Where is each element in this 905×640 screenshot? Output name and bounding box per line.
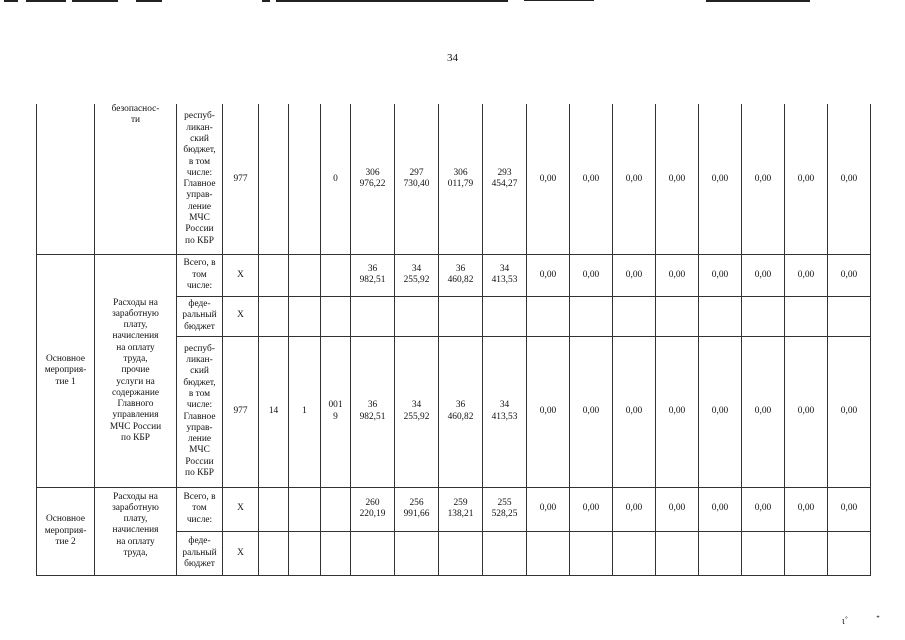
program-name-cell: Расходы на заработную плату, начисления на оплату труда, (95, 487, 177, 576)
pr-cell (289, 255, 321, 296)
amount-cell (351, 531, 395, 575)
zero-amount-cell: 0,00 (527, 336, 570, 487)
zero-amount-cell: 0,00 (613, 487, 656, 531)
zero-amount-cell (828, 531, 871, 575)
program-name-cell: безопаснос- ти (95, 104, 177, 255)
zero-amount-cell (699, 531, 742, 575)
grbs-cell: X (223, 487, 259, 531)
zero-amount-cell (527, 531, 570, 575)
zero-amount-cell (613, 531, 656, 575)
zero-amount-cell: 0,00 (828, 336, 871, 487)
grbs-cell: 977 (223, 104, 259, 255)
rz-cell (259, 531, 289, 575)
scan-artifact (72, 0, 118, 2)
zero-amount-cell: 0,00 (570, 104, 613, 255)
status-cell (37, 104, 95, 255)
rz-cell (259, 487, 289, 531)
funding-source-cell: Всего, в том числе: (177, 255, 223, 296)
zero-amount-cell: 0,00 (742, 255, 785, 296)
amount-cell: 255 528,25 (483, 487, 527, 531)
zero-amount-cell (785, 531, 828, 575)
zero-amount-cell: 0,00 (699, 487, 742, 531)
amount-cell: 259 138,21 (439, 487, 483, 531)
pr-cell (289, 487, 321, 531)
zero-amount-cell (527, 296, 570, 336)
zero-amount-cell: 0,00 (656, 255, 699, 296)
csr-cell (321, 296, 351, 336)
zero-amount-cell (699, 296, 742, 336)
zero-amount-cell: 0,00 (527, 255, 570, 296)
zero-amount-cell (742, 531, 785, 575)
scan-speck: ᐩ (876, 614, 880, 625)
zero-amount-cell (656, 296, 699, 336)
funding-source-cell: респуб- ликан- ский бюджет, в том числе: Главное управ- ление МЧС России по КБР (177, 336, 223, 487)
amount-cell: 34 413,53 (483, 255, 527, 296)
zero-amount-cell: 0,00 (613, 336, 656, 487)
program-name-cell: Расходы на заработную плату, начисления на оплату труда, прочие услуги на содержание Главного управления МЧС России по КБР (95, 255, 177, 487)
funding-source-cell: респуб- ликан- ский бюджет, в том числе: Главное управ- ление МЧС России по КБР (177, 104, 223, 255)
zero-amount-cell: 0,00 (699, 104, 742, 255)
zero-amount-cell: 0,00 (527, 104, 570, 255)
zero-amount-cell: 0,00 (742, 487, 785, 531)
scan-artifact (524, 0, 594, 1)
zero-amount-cell: 0,00 (785, 336, 828, 487)
pr-cell (289, 531, 321, 575)
zero-amount-cell: 0,00 (570, 336, 613, 487)
amount-cell (439, 531, 483, 575)
zero-amount-cell (828, 296, 871, 336)
scan-artifact (706, 0, 810, 2)
zero-amount-cell: 0,00 (785, 487, 828, 531)
pr-cell: 1 (289, 336, 321, 487)
scan-speck: ɩ˚ (842, 616, 849, 627)
grbs-cell: X (223, 255, 259, 296)
scan-artifact (262, 0, 270, 2)
zero-amount-cell: 0,00 (656, 104, 699, 255)
zero-amount-cell (785, 296, 828, 336)
zero-amount-cell (656, 531, 699, 575)
grbs-cell: X (223, 296, 259, 336)
rz-cell: 14 (259, 336, 289, 487)
table-row (37, 104, 871, 255)
amount-cell: 36 982,51 (351, 255, 395, 296)
amount-cell: 306 976,22 (351, 104, 395, 255)
amount-cell: 306 011,79 (439, 104, 483, 255)
amount-cell (439, 296, 483, 336)
zero-amount-cell: 0,00 (742, 336, 785, 487)
table-row (37, 487, 871, 531)
amount-cell (395, 296, 439, 336)
zero-amount-cell: 0,00 (613, 255, 656, 296)
zero-amount-cell: 0,00 (570, 487, 613, 531)
grbs-cell: 977 (223, 336, 259, 487)
rz-cell (259, 104, 289, 255)
zero-amount-cell: 0,00 (785, 255, 828, 296)
zero-amount-cell: 0,00 (570, 255, 613, 296)
scan-artifact (4, 0, 18, 2)
amount-cell (483, 296, 527, 336)
page-number: 34 (447, 52, 458, 64)
status-cell: Основное мероприя- тие 1 (37, 255, 95, 487)
csr-cell (321, 255, 351, 296)
table-row (37, 255, 871, 296)
amount-cell: 36 982,51 (351, 336, 395, 487)
grbs-cell: X (223, 531, 259, 575)
zero-amount-cell: 0,00 (742, 104, 785, 255)
amount-cell: 297 730,40 (395, 104, 439, 255)
csr-cell (321, 487, 351, 531)
csr-cell: 001 9 (321, 336, 351, 487)
zero-amount-cell: 0,00 (656, 487, 699, 531)
amount-cell (483, 531, 527, 575)
zero-amount-cell: 0,00 (699, 336, 742, 487)
zero-amount-cell (570, 531, 613, 575)
amount-cell: 36 460,82 (439, 255, 483, 296)
status-cell: Основное мероприя- тие 2 (37, 487, 95, 576)
zero-amount-cell (742, 296, 785, 336)
csr-cell (321, 531, 351, 575)
funding-source-cell: Всего, в том числе: (177, 487, 223, 531)
zero-amount-cell: 0,00 (828, 487, 871, 531)
csr-cell: 0 (321, 104, 351, 255)
rz-cell (259, 255, 289, 296)
amount-cell: 256 991,66 (395, 487, 439, 531)
zero-amount-cell: 0,00 (656, 336, 699, 487)
zero-amount-cell: 0,00 (527, 487, 570, 531)
amount-cell: 36 460,82 (439, 336, 483, 487)
zero-amount-cell: 0,00 (828, 104, 871, 255)
scan-artifact (26, 0, 66, 2)
zero-amount-cell: 0,00 (785, 104, 828, 255)
scan-artifact (276, 0, 508, 2)
zero-amount-cell (613, 296, 656, 336)
amount-cell (351, 296, 395, 336)
zero-amount-cell: 0,00 (828, 255, 871, 296)
rz-cell (259, 296, 289, 336)
amount-cell (395, 531, 439, 575)
amount-cell: 293 454,27 (483, 104, 527, 255)
amount-cell: 260 220,19 (351, 487, 395, 531)
amount-cell: 34 255,92 (395, 336, 439, 487)
funding-source-cell: феде- ральный бюджет (177, 531, 223, 575)
zero-amount-cell: 0,00 (699, 255, 742, 296)
pr-cell (289, 104, 321, 255)
zero-amount-cell (570, 296, 613, 336)
scan-artifact (136, 0, 162, 2)
zero-amount-cell: 0,00 (613, 104, 656, 255)
budget-table (36, 104, 871, 576)
amount-cell: 34 255,92 (395, 255, 439, 296)
funding-source-cell: феде- ральный бюджет (177, 296, 223, 336)
amount-cell: 34 413,53 (483, 336, 527, 487)
pr-cell (289, 296, 321, 336)
